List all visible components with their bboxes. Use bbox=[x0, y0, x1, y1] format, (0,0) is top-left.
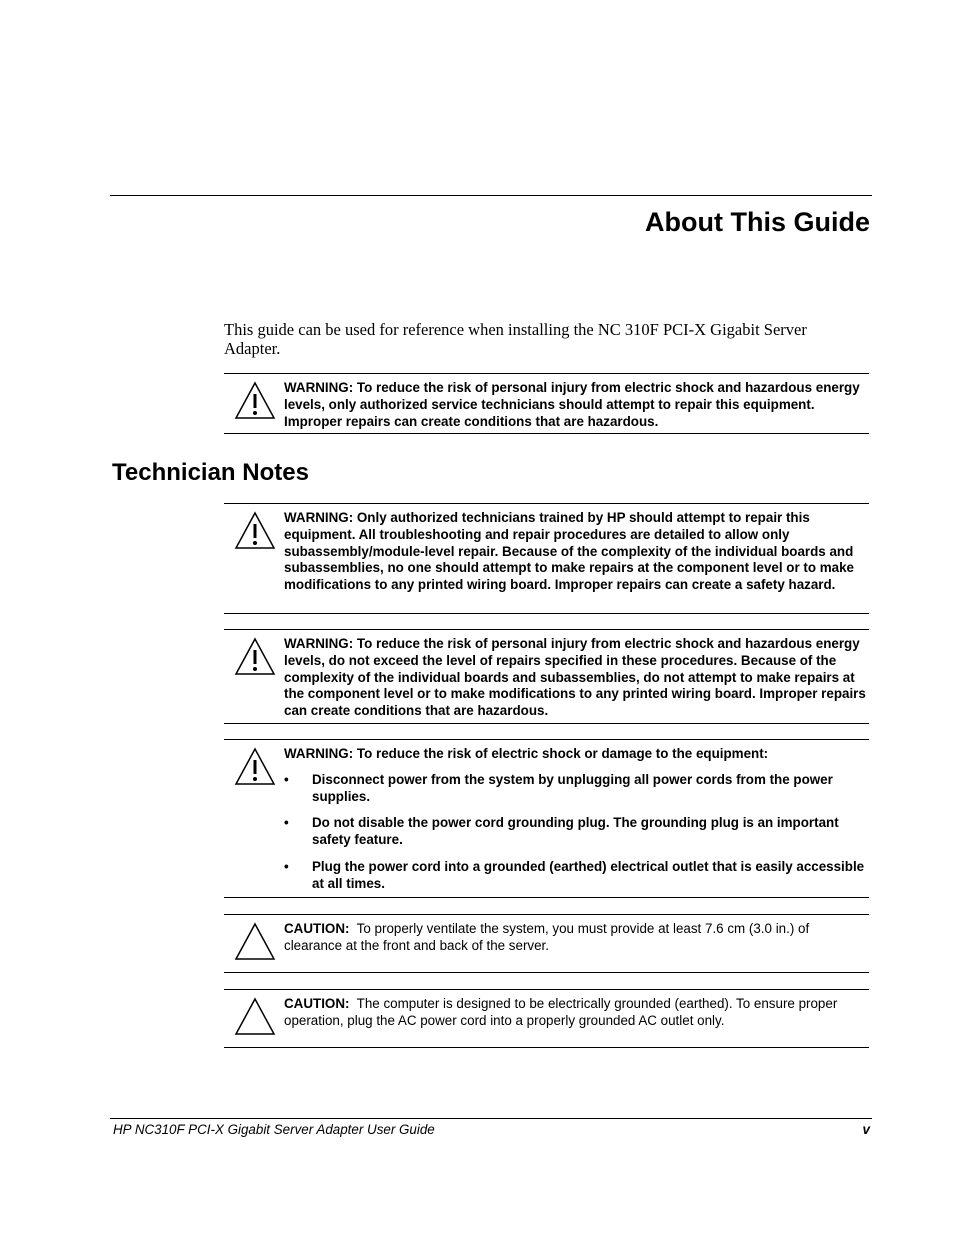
warning-triangle-icon bbox=[233, 746, 277, 788]
warning-bullet-list bbox=[284, 771, 869, 892]
caution-text bbox=[284, 990, 869, 1030]
warning-notice-1 bbox=[224, 503, 869, 614]
warning-notice-2 bbox=[224, 629, 869, 724]
warning-triangle-icon bbox=[233, 510, 277, 552]
warning-triangle-icon bbox=[233, 636, 277, 678]
caution-text bbox=[284, 915, 869, 955]
page-title: About This Guide bbox=[645, 207, 870, 237]
list-item bbox=[284, 771, 869, 805]
section-title: Technician Notes bbox=[112, 459, 309, 486]
caution-notice-1 bbox=[224, 914, 869, 973]
list-item-text: Plug the power cord into a grounded (earthed) electrical outlet that is easily accessible at all times. bbox=[312, 858, 865, 891]
intro-paragraph: This guide can be used for reference when installing the NC 310F PCI-X Gigabit Server Adapter. bbox=[224, 320, 807, 358]
warning-text: WARNING: To reduce the risk of personal injury from electric shock and hazardous energy levels, only authorized service technicians should attempt to repair this equipment. Improper repairs can create conditions that are hazardous. bbox=[284, 380, 860, 429]
bullet-glyph: • bbox=[284, 858, 289, 874]
footer-title: HP NC310F PCI-X Gigabit Server Adapter User Guide bbox=[113, 1122, 435, 1137]
warning-lead: WARNING: To reduce the risk of electric shock or damage to the equipment: bbox=[284, 746, 769, 761]
list-item-text: Do not disable the power cord grounding plug. The grounding plug is an important safety feature. bbox=[312, 815, 839, 848]
caution-triangle-icon bbox=[233, 996, 277, 1038]
caution-notice-2 bbox=[224, 989, 869, 1048]
warning-text bbox=[284, 740, 869, 892]
warning-notice-intro bbox=[224, 373, 869, 434]
caution-label: CAUTION: bbox=[284, 921, 350, 936]
header-rule bbox=[110, 195, 872, 196]
bullet-glyph: • bbox=[284, 815, 289, 831]
list-item bbox=[284, 814, 869, 848]
page-number: v bbox=[862, 1122, 870, 1137]
warning-notice-3 bbox=[224, 739, 869, 898]
list-item-text: Disconnect power from the system by unplugging all power cords from the power supplies. bbox=[312, 771, 833, 804]
list-item bbox=[284, 858, 869, 892]
warning-text: WARNING: To reduce the risk of personal injury from electric shock and hazardous energy levels, do not exceed the level of repairs specified in these procedures. Because of the complexity of the individual boards and subassemblies, do not attempt to make repairs at the component level or to make modifications to any printed wiring board. Improper repairs can create conditions that are hazardous. bbox=[284, 636, 866, 719]
caution-body: The computer is designed to be electrically grounded (earthed). To ensure proper operation, plug the AC power cord into a properly grounded AC outlet only. bbox=[284, 996, 838, 1028]
warning-text: WARNING: Only authorized technicians trained by HP should attempt to repair this equipment. All troubleshooting and repair procedures are detailed to allow only subassembly/module-level repair. Because of the complexity of the individual boards and subassemblies, no one should attempt to make repairs at the component level or to make modifications to any printed wiring board. Improper repairs can create a safety hazard. bbox=[284, 510, 854, 593]
bullet-glyph: • bbox=[284, 771, 289, 787]
warning-triangle-icon bbox=[233, 380, 277, 422]
footer-rule bbox=[110, 1118, 872, 1119]
caution-body: To properly ventilate the system, you must provide at least 7.6 cm (3.0 in.) of clearance at the front and back of the server. bbox=[284, 921, 810, 953]
caution-label: CAUTION: bbox=[284, 996, 350, 1011]
caution-triangle-icon bbox=[233, 921, 277, 963]
